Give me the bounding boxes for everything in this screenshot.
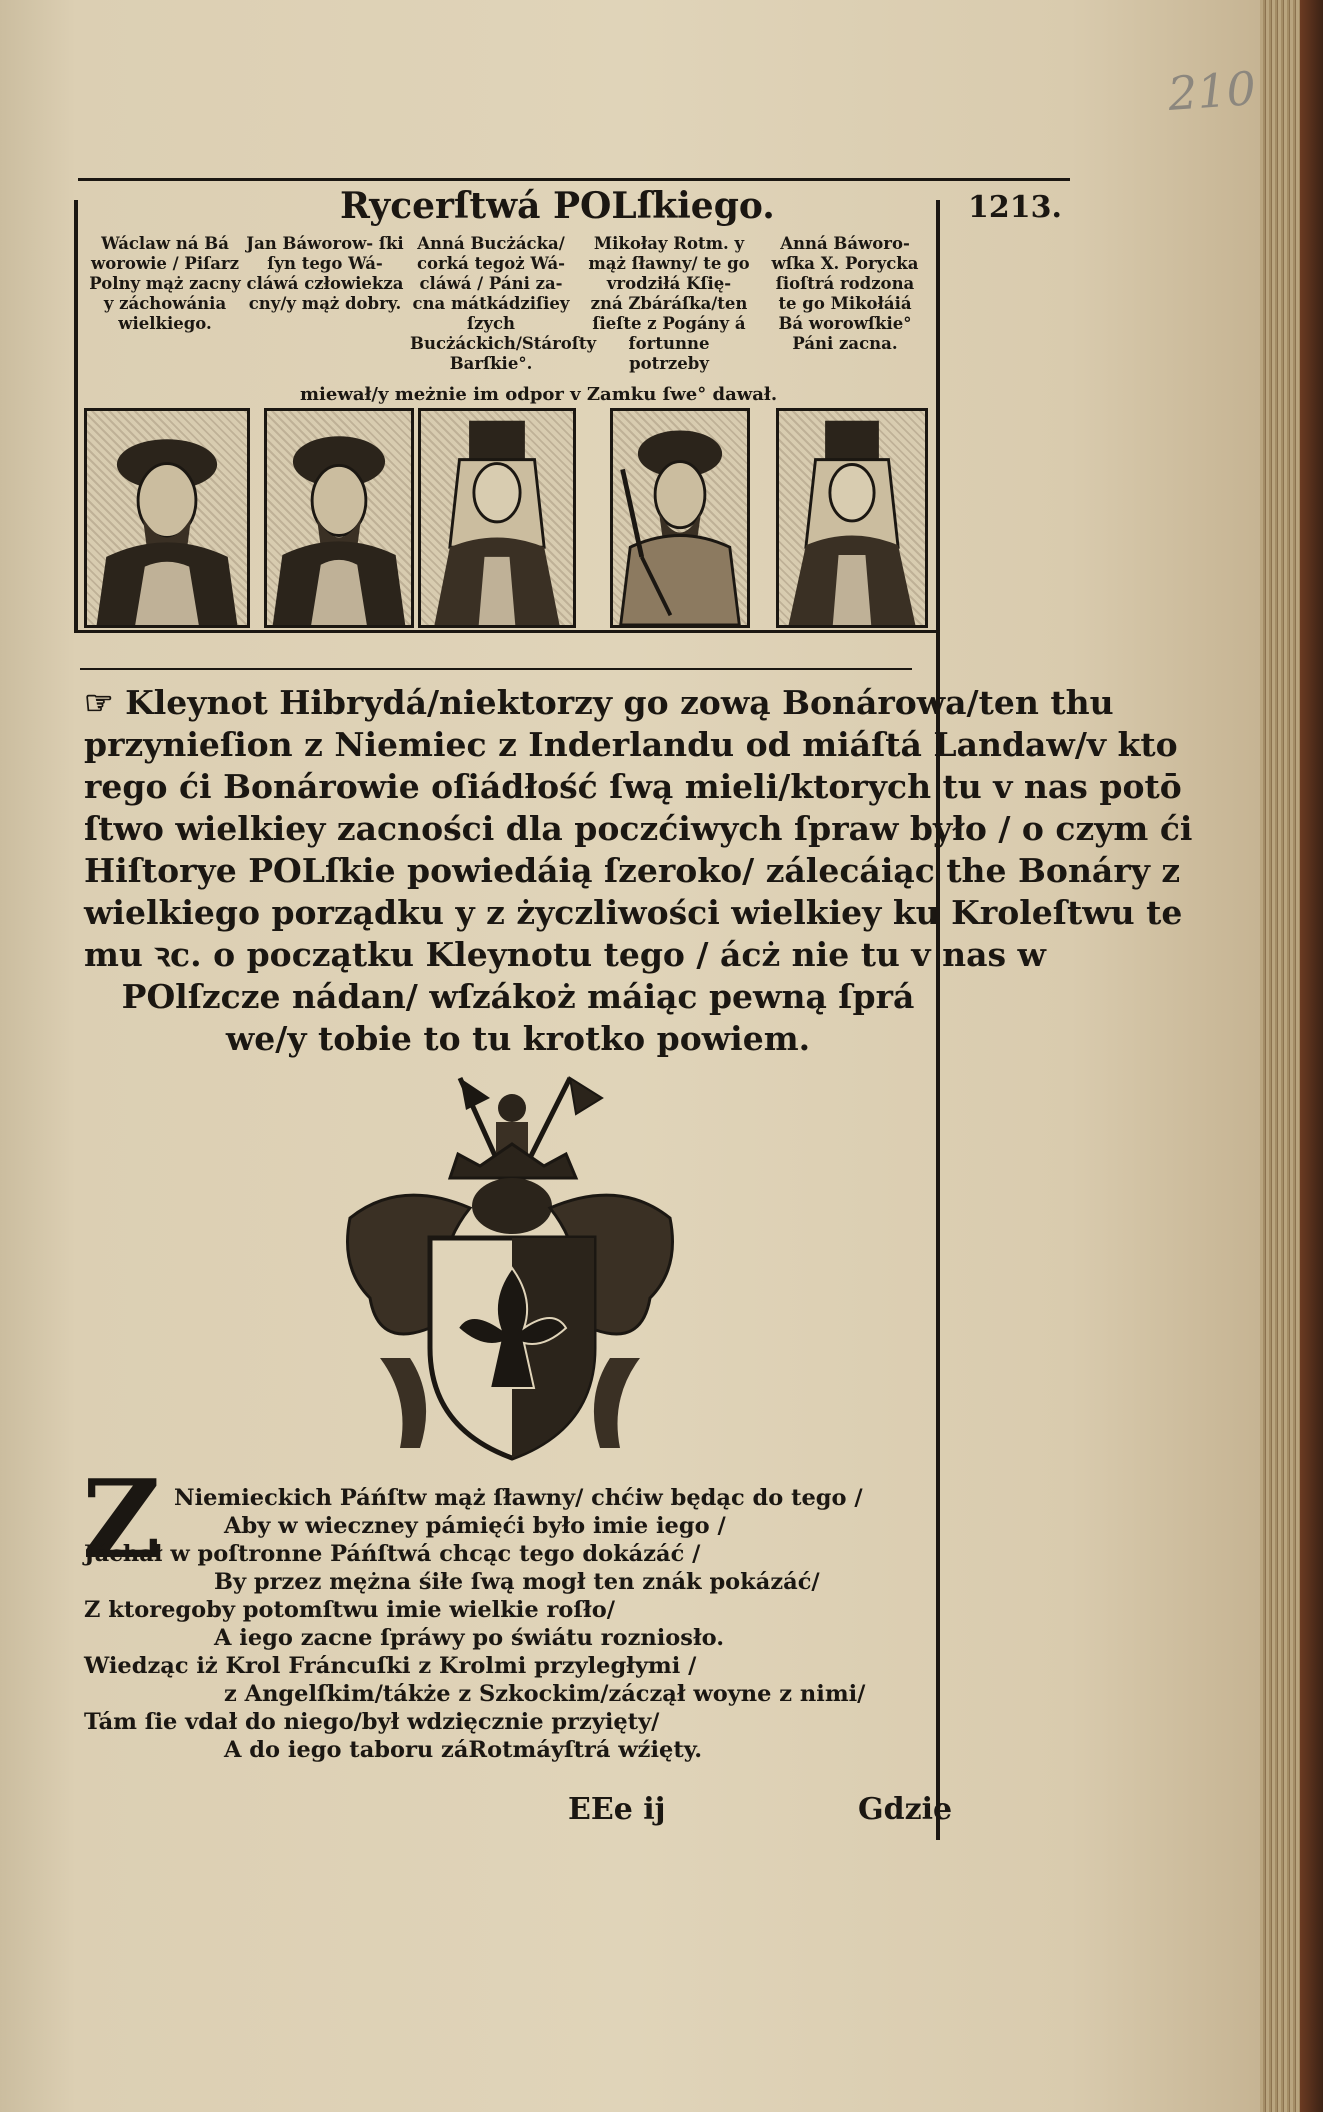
portrait-caption-4: Mikołay Rotm. y mąż ſławny/ te go vrodziłá Kſię‑ zná Zbáráſka/ten ſieſte z Pogány á fortunne potrzeby xyxy=(588,234,750,373)
body-paragraph xyxy=(84,682,1193,1060)
verse-line: Tám ſie vdał do niego/był wdzięcznie przyięty/ xyxy=(84,1709,660,1735)
running-title: Rycerſtwá POLſkiego. xyxy=(340,185,775,227)
body-line: Hiſtorye POLſkie powiedáią ſzeroko/ zálecáiąc the Bonáry z xyxy=(84,851,1181,890)
verse-line: Z ktoregoby potomſtwu imie wielkie roſło/ xyxy=(84,1597,615,1623)
verse-line: By przez mężna śiłe ſwą mogł ten znák pokázáć/ xyxy=(214,1569,820,1595)
woman-headdress-icon xyxy=(779,411,925,625)
body-line: we/y tobie to tu krotko powiem. xyxy=(225,1019,811,1058)
handwritten-folio-number: 210 xyxy=(1166,61,1258,121)
body-line: mu ꝛc. o początku Kleynotu tego / ácż nie tu v nas w xyxy=(84,935,1046,974)
woman-headdress-icon xyxy=(421,411,573,625)
verse-dropcap: Z xyxy=(82,1457,161,1583)
body-line: ſtwo wielkiey zacności dla poczćiwych ſpraw było / o czym ći xyxy=(84,809,1193,848)
body-line: ☞ Kleynot Hibrydá/niektorzy go zową Bonárowa/ten thu xyxy=(84,683,1114,722)
verse-line: Aby w wieczney pámięći było imie iego / xyxy=(224,1513,726,1539)
coat-of-arms-fleur-de-lis-icon xyxy=(340,1058,680,1468)
portrait-caption-1: Wáclaw ná Bá worowie / Piſarz Polny mąż zacny y záchowánia wielkiego. xyxy=(89,234,241,333)
frame-top-rule xyxy=(78,178,1070,181)
verse-line: z Angelſkim/tákże z Szkockim/záczął woyne z nimi/ xyxy=(224,1681,866,1707)
body-line: przynieſion z Niemiec z Inderlandu od miáſtá Landaw/v kto xyxy=(84,725,1178,764)
woodcut-portrait-3 xyxy=(418,408,576,628)
catchword: Gdzie xyxy=(858,1792,953,1827)
frame-left-rule xyxy=(74,200,78,630)
portrait-caption-2: Jan Báworow‑ ſki ſyn tego Wá‑ cláwá człowiekza cny/y mąż dobry. xyxy=(246,234,404,313)
man-fur-hat-icon xyxy=(87,411,247,625)
body-line: wielkiego porządku y z życzliwości wielkiey ku Kroleſtwu te xyxy=(84,893,1183,932)
verse-line: Niemieckich Páńſtw mąż ſławny/ chćiw będąc do tego / xyxy=(174,1485,863,1511)
woodcut-portrait-5 xyxy=(776,408,928,628)
woodcut-portrait-4 xyxy=(610,408,750,628)
woodcut-portrait-1 xyxy=(84,408,250,628)
verse-line: Wiedząc iż Krol Fráncuſki z Krolmi przyległymi / xyxy=(84,1653,697,1679)
frame-bottom-rule xyxy=(74,630,940,633)
verse-block xyxy=(84,1484,944,1764)
verse-line: A iego zacne ſpráwy po świátu rozniosło. xyxy=(214,1625,725,1651)
section-divider-rule xyxy=(80,668,912,670)
woodcut-portrait-2 xyxy=(264,408,414,628)
portrait-caption-5: Anná Báworo‑ wſka X. Porycka ſioſtrá rodzona te go Mikołáiá Bá worowſkie° Páni zacna. xyxy=(771,234,919,353)
portrait-caption-3: Anná Bucżácka/ corká tegoż Wá‑ cláwá / Páni za‑ cna mátkádziſiey ſzych Bucżáckich/Stároſty Barſkie°. xyxy=(410,234,597,373)
page-number: 1213. xyxy=(968,190,1062,225)
body-line: POlſzcze nádan/ wſzákoż máiąc pewną ſprá xyxy=(121,977,915,1016)
caption-continuation: miewał/y meżnie im odpor v Zamku ſwe° dawał. xyxy=(300,384,778,405)
knight-armor-icon xyxy=(613,411,747,625)
verse-line: Jáchał w poſtronne Páńſtwá chcąc tego dokázáć / xyxy=(84,1541,701,1567)
book-binding xyxy=(1300,0,1323,2112)
verse-line: A do iego taboru záRotmáyſtrá wźięty. xyxy=(224,1737,703,1763)
signature-mark: EEe ij xyxy=(568,1792,666,1827)
man-fur-hat-icon xyxy=(267,411,411,625)
body-line: rego ći Bonárowie oſiádłość ſwą mieli/ktorych tu v nas potō xyxy=(84,767,1182,806)
